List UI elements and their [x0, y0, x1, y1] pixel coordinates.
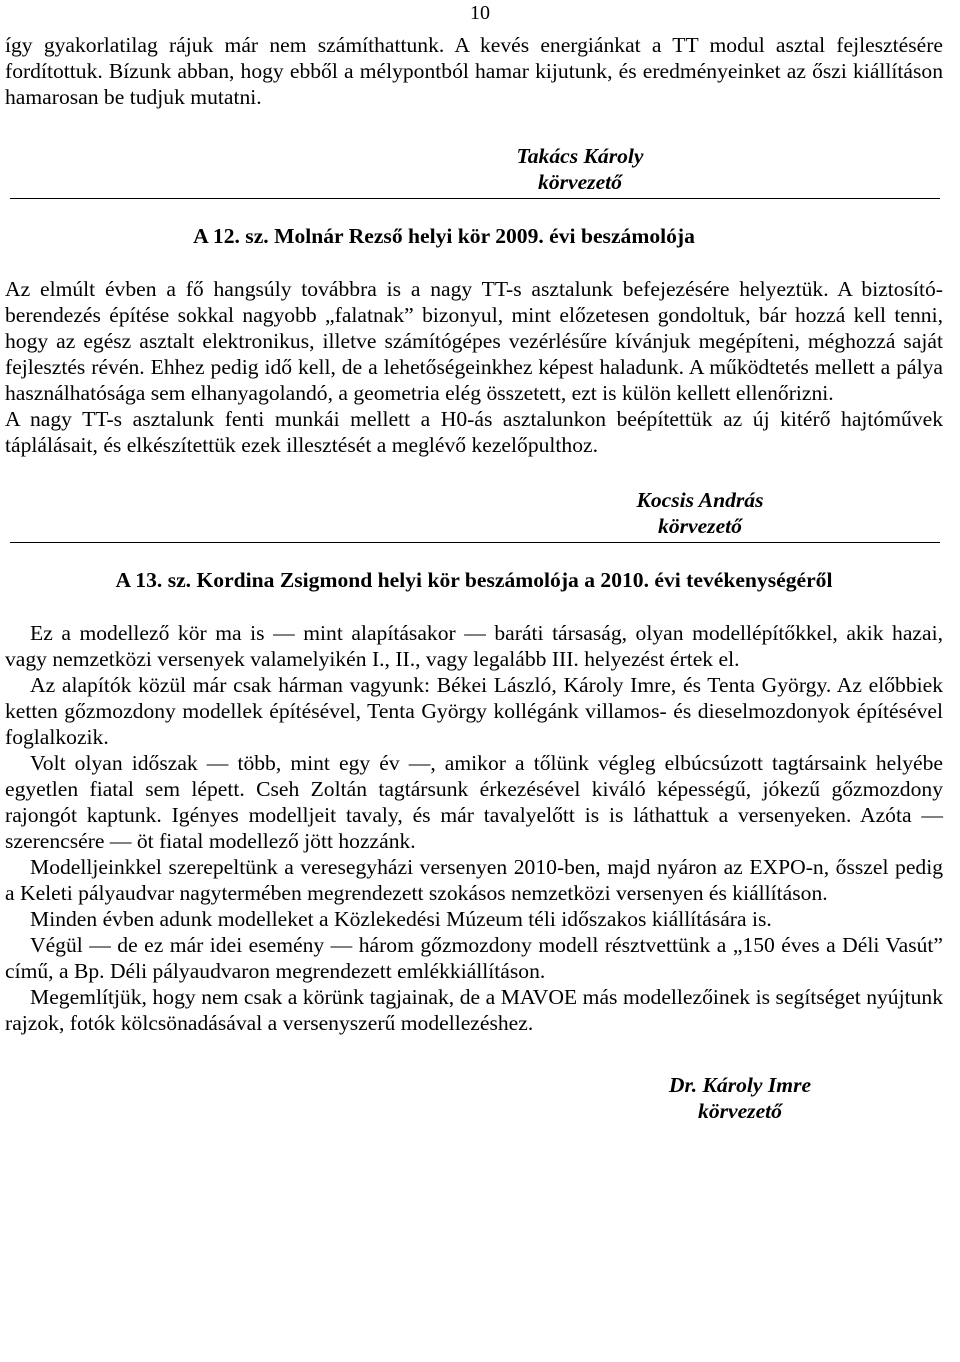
- paragraph: A nagy TT-s asztalunk fenti munkái mellett a H0-ás asztalunkon beépítettük az új kitérő hajtóművek táplálásait, és elkészítettük ezek illesztését a meglévő kezelőpulthoz.: [5, 407, 943, 457]
- paragraph: Az alapítók közül már csak hárman vagyunk: Békei László, Károly Imre, és Tenta György. Az előbbiek ketten gőzmozdony modellek építésével, Tenta György kollégánk villamos- és dieselmozdonyok építésével foglalkozik.: [5, 673, 943, 749]
- paragraph: Volt olyan időszak — több, mint egy év —, amikor a tőlünk végleg elbúcsúzott tagtársaink helyébe egyetlen fiatal sem lépett. Cseh Zoltán tagtársunk érkezésével kiváló képességű, jókezű gőzmozdony rajongót kaptunk. Igényes modelljeit tavaly, és már tavalyelőtt is is láthattuk a versenyeken. Azóta — szerencsére — öt fiatal modellező jött hozzánk.: [5, 751, 943, 853]
- signature-name: Dr. Károly Imre: [668, 1073, 812, 1097]
- paragraph: Minden évben adunk modelleket a Közlekedési Múzeum téli időszakos kiállítására is.: [30, 907, 772, 931]
- signature-karoly: [5, 1072, 943, 1124]
- signature-name: Kocsis András: [636, 488, 764, 512]
- paragraph: Végül — de ez már idei esemény — három gőzmozdony modell résztvettünk a „150 éves a Déli Vasút” című, a Bp. Déli pályaudvaron megrendezett emlékkiállításon.: [5, 933, 943, 983]
- paragraph: Megemlítjük, hogy nem csak a körünk tagjainak, de a MAVOE más modellezőinek is segítséget nyújtunk rajzok, fotók kölcsönadásával a versenyszerű modellezéshez.: [5, 985, 943, 1035]
- paragraph: Az elmúlt évben a fő hangsúly továbbra is a nagy TT-s asztalunk befejezésére helyeztük. A biztosító-berendezés építése sokkal nagyobb „falatnak” bizonyul, mint előzetesen gondoltuk, bár hozzá kell tenni, hogy az egész asztalt elektronikus, illetve számítógépes vezérlésűre kívánjuk megépíteni, méghozzá saját fejlesztés révén. Ehhez pedig idő kell, de a lehetőségeinkhez képest haladunk. A működtetés mellett a pálya használhatósága sem elhanyagolandó, a geometria elég összetett, ezt is külön kellett ellenőrizni.: [5, 277, 943, 405]
- signature-role: körvezető: [658, 514, 742, 538]
- section-title-13: A 13. sz. Kordina Zsigmond helyi kör beszámolója a 2010. évi tevékenységéről: [115, 568, 833, 592]
- intro-paragraph: így gyakorlatilag rájuk már nem számíthattunk. A kevés energiánkat a TT modul asztal fejlesztésére fordítottuk. Bízunk abban, hogy ebből a mélypontból hamar kijutunk, és eredményeinket az őszi kiállításon hamarosan be tudjuk mutatni.: [5, 33, 943, 109]
- signature-takacs: [5, 143, 943, 195]
- page-number: 10: [470, 2, 490, 24]
- signature-name: Takács Károly: [516, 144, 644, 168]
- signature-kocsis: [5, 487, 943, 539]
- section-title-12: A 12. sz. Molnár Rezső helyi kör 2009. évi beszámolója: [193, 224, 695, 248]
- paragraph: Modelljeinkkel szerepeltünk a veresegyházi versenyen 2010-ben, majd nyáron az EXPO-n, ősszel pedig a Keleti pályaudvar nagytermében megrendezett szokásos nemzetközi versenyen és kiállításon.: [5, 855, 943, 905]
- paragraph: Ez a modellező kör ma is — mint alapításakor — baráti társaság, olyan modellépítőkkel, akik hazai, vagy nemzetközi versenyek valamelyikén I., II., vagy legalább III. helyezést értek el.: [5, 621, 943, 671]
- signature-role: körvezető: [698, 1099, 782, 1123]
- section-divider: [10, 198, 940, 199]
- signature-role: körvezető: [538, 170, 622, 194]
- section-divider: [10, 542, 940, 543]
